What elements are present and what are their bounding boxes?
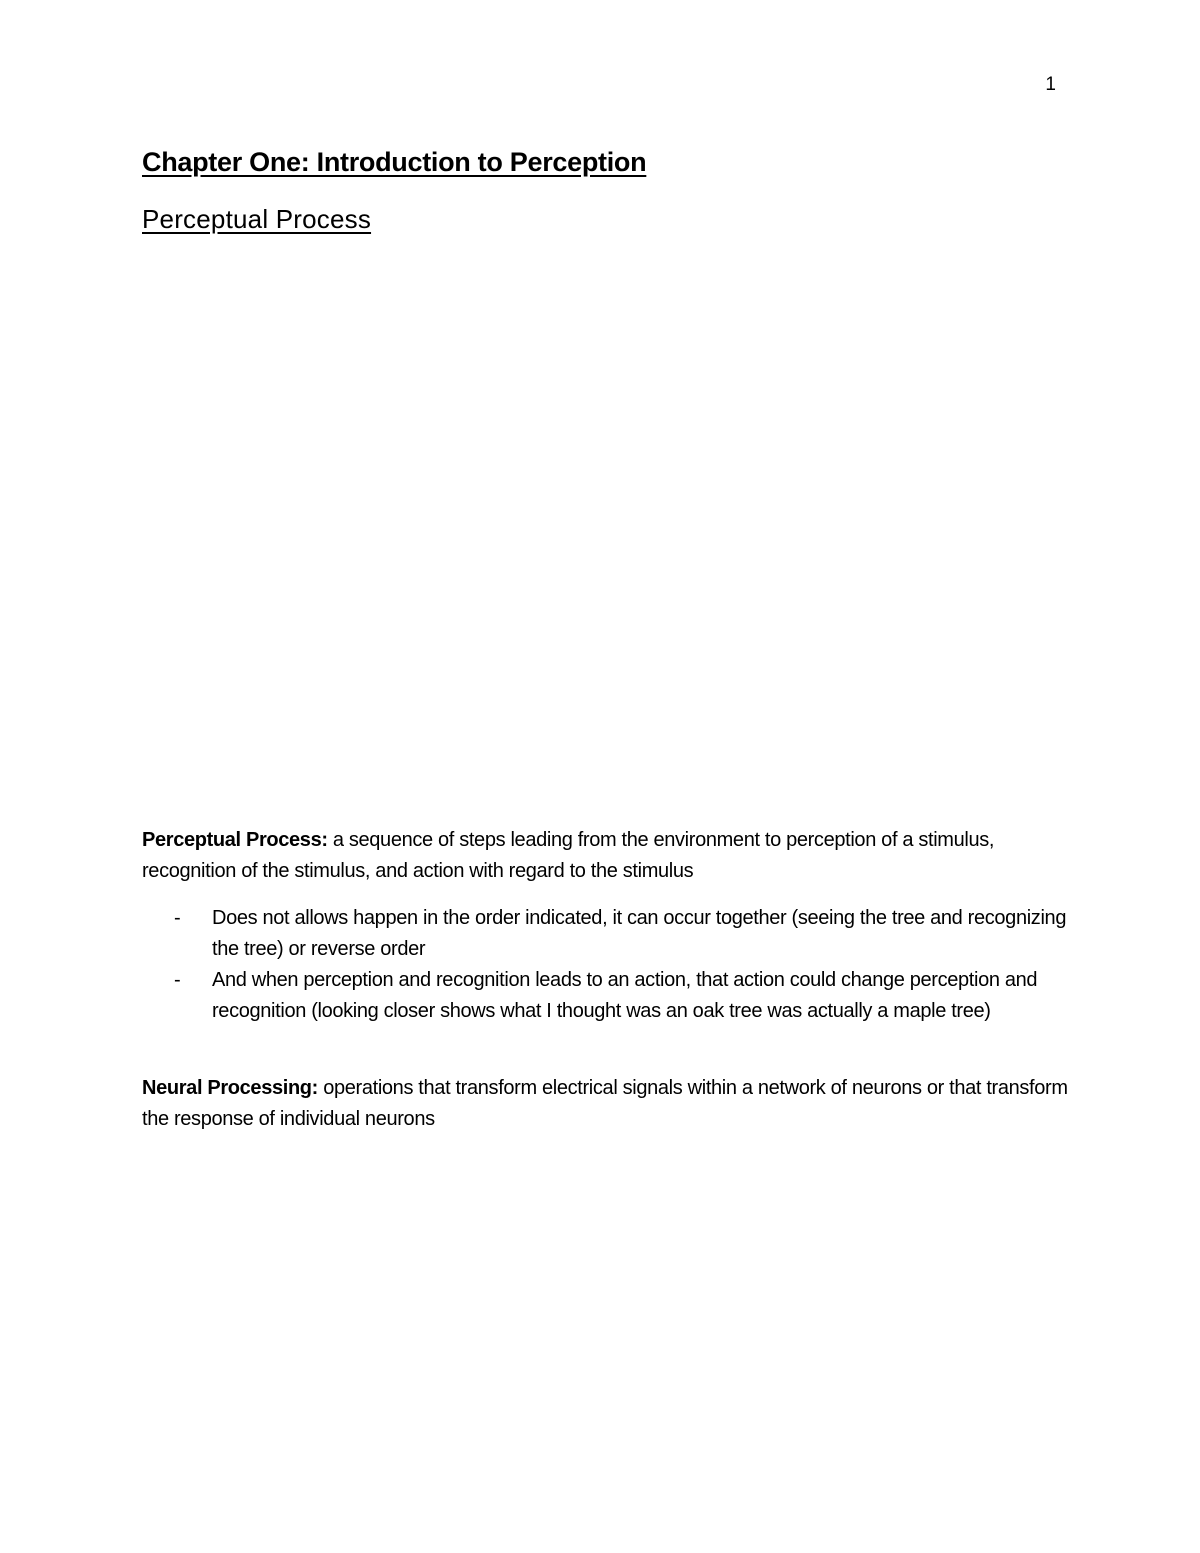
list-item-text: Does not allows happen in the order indicated, it can occur together (seeing the tree and recognizing the tree) or reverse order — [212, 907, 1067, 960]
definition-neural-processing — [142, 1073, 1072, 1135]
definition-text: operations that transform electrical signals within a network of neurons or that transform the response of individual neurons — [142, 1077, 1068, 1130]
list-item — [142, 965, 1072, 1027]
list-item — [142, 903, 1072, 965]
chapter-title: Chapter One: Introduction to Perception — [142, 147, 647, 177]
bullet-list — [142, 903, 1072, 1027]
definition-perceptual-process — [142, 825, 1072, 887]
section-title: Perceptual Process — [142, 204, 372, 234]
definition-term: Neural Processing: — [142, 1077, 318, 1099]
page-number: 1 — [1045, 74, 1056, 95]
bullet-marker: - — [174, 907, 181, 929]
definition-term: Perceptual Process: — [142, 829, 328, 851]
definition-text: a sequence of steps leading from the environment to perception of a stimulus, recognition of the stimulus, and action with regard to the stimulus — [142, 829, 995, 882]
list-item-text: And when perception and recognition leads to an action, that action could change perception and recognition (looking closer shows what I thought was an oak tree was actually a maple tree) — [212, 969, 1038, 1022]
bullet-marker: - — [174, 969, 181, 991]
